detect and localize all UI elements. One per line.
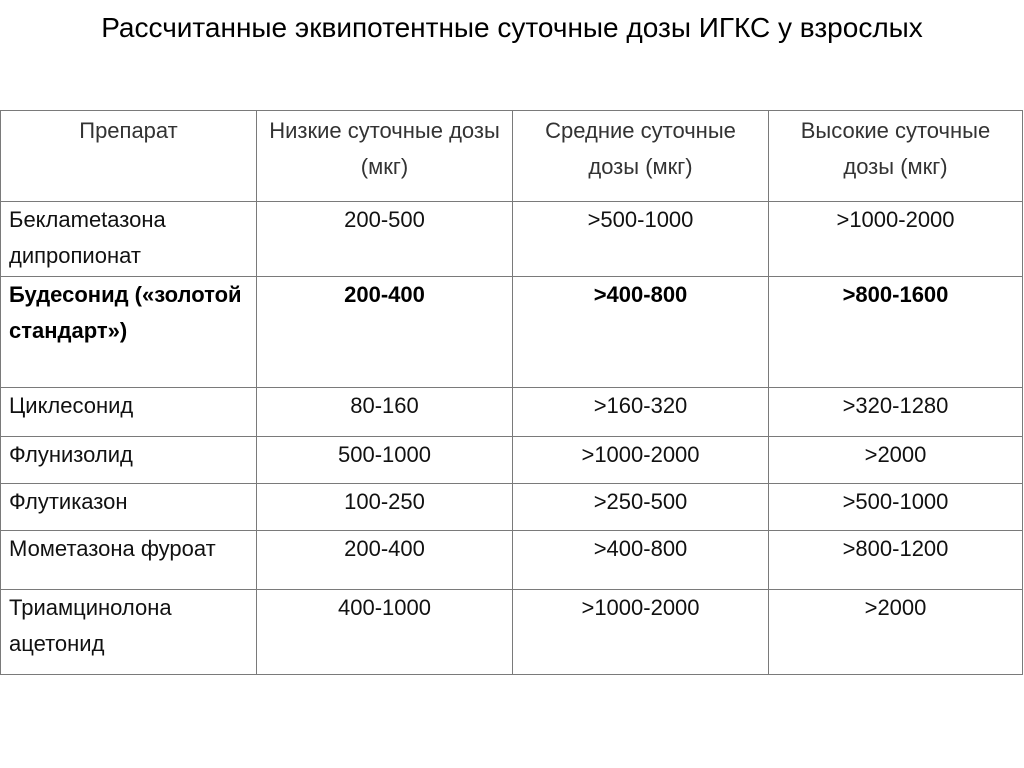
- high-dose: >800-1200: [769, 531, 1023, 590]
- low-dose: 500-1000: [257, 437, 513, 484]
- table-row: [1, 531, 1023, 590]
- drug-name: Флутиказон: [1, 484, 257, 531]
- table-row: [1, 202, 1023, 277]
- high-dose: >500-1000: [769, 484, 1023, 531]
- table-row: [1, 388, 1023, 437]
- drug-name: Флунизолид: [1, 437, 257, 484]
- header-drug: Препарат: [1, 111, 257, 202]
- high-dose: >2000: [769, 590, 1023, 675]
- medium-dose: >400-800: [513, 531, 769, 590]
- header-medium-dose: Средние суточные дозы (мкг): [513, 111, 769, 202]
- drug-name: Будесонид («золотой стандарт»): [1, 277, 257, 388]
- low-dose: 100-250: [257, 484, 513, 531]
- high-dose: >800-1600: [769, 277, 1023, 388]
- low-dose: 200-400: [257, 531, 513, 590]
- high-dose: >2000: [769, 437, 1023, 484]
- drug-name: Мометазона фуроат: [1, 531, 257, 590]
- low-dose: 400-1000: [257, 590, 513, 675]
- page-title: Рассчитанные эквипотентные суточные дозы ИГКС у взрослых: [101, 12, 923, 43]
- table-header-row: [1, 111, 1023, 202]
- low-dose: 200-400: [257, 277, 513, 388]
- dose-table: [0, 110, 1023, 675]
- header-high-dose: Высокие суточные дозы (мкг): [769, 111, 1023, 202]
- high-dose: >320-1280: [769, 388, 1023, 437]
- table-row: [1, 277, 1023, 388]
- drug-name: Беклametазона дипропионат: [1, 202, 257, 277]
- medium-dose: >400-800: [513, 277, 769, 388]
- medium-dose: >500-1000: [513, 202, 769, 277]
- medium-dose: >1000-2000: [513, 590, 769, 675]
- medium-dose: >250-500: [513, 484, 769, 531]
- header-low-dose: Низкие суточные дозы (мкг): [257, 111, 513, 202]
- medium-dose: >1000-2000: [513, 437, 769, 484]
- table-row: [1, 437, 1023, 484]
- medium-dose: >160-320: [513, 388, 769, 437]
- high-dose: >1000-2000: [769, 202, 1023, 277]
- table-row: [1, 484, 1023, 531]
- drug-name: Циклесонид: [1, 388, 257, 437]
- table-row: [1, 590, 1023, 675]
- low-dose: 200-500: [257, 202, 513, 277]
- drug-name: Триамцинолона ацетонид: [1, 590, 257, 675]
- low-dose: 80-160: [257, 388, 513, 437]
